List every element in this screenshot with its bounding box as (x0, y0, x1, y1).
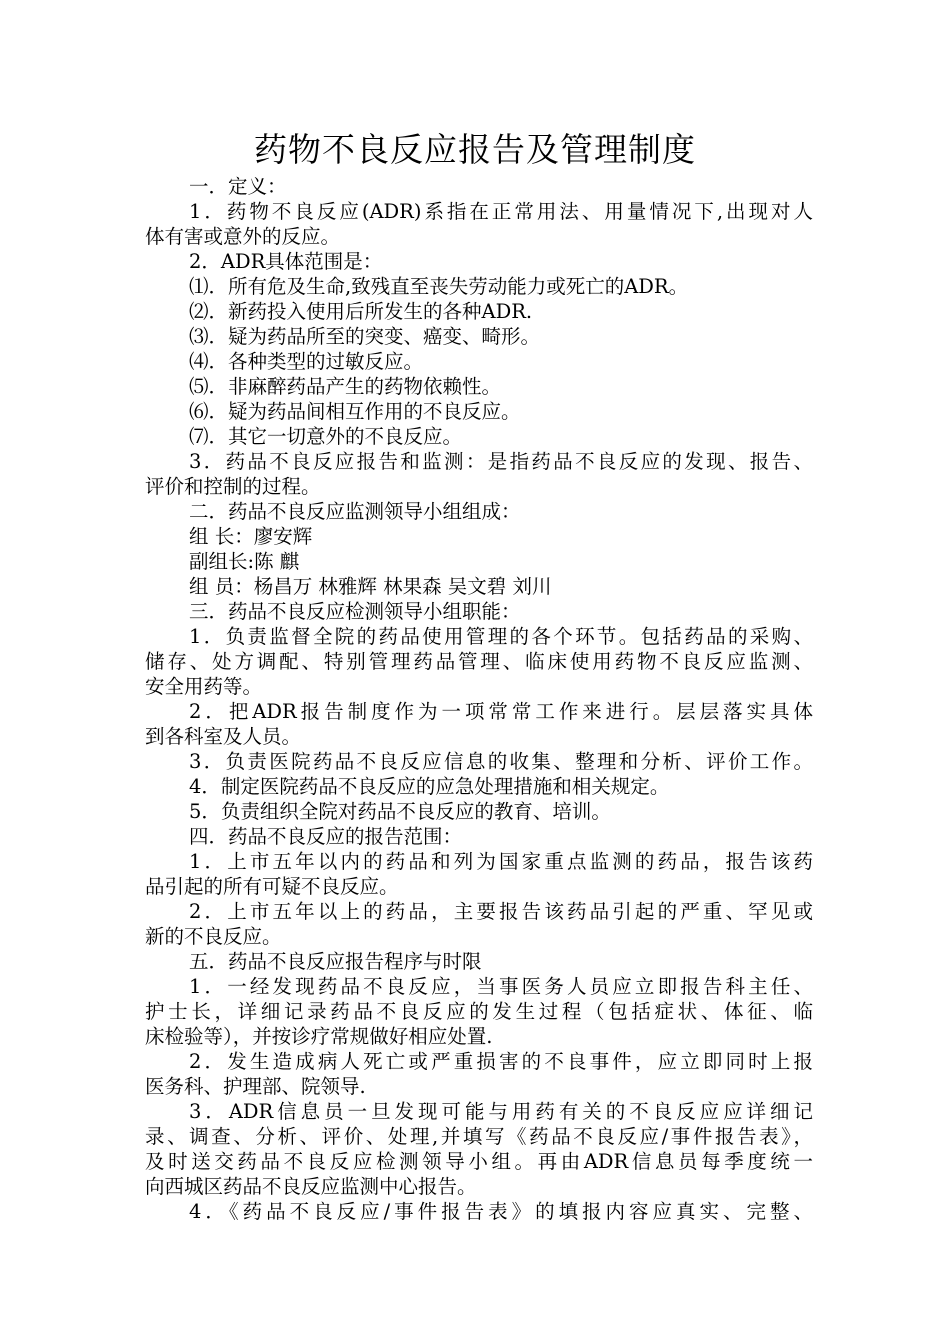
paragraph-line: 及时送交药品不良反应检测领导小组。再由ADR信息员每季度统一 (145, 1150, 813, 1173)
paragraph-line: 3．负责医院药品不良反应信息的收集、整理和分析、评价工作。 (189, 750, 813, 773)
paragraph-line: 2．发生造成病人死亡或严重损害的不良事件，应立即同时上报 (189, 1050, 813, 1073)
section-heading-duties: 三．药品不良反应检测领导小组职能： (189, 600, 521, 623)
paragraph-line: 评价和控制的过程。 (145, 475, 321, 498)
group-deputy-leader: 副组长:陈 麒 (189, 550, 300, 573)
paragraph-line: 1．药物不良反应(ADR)系指在正常用法、用量情况下,出现对人 (189, 200, 813, 223)
group-leader: 组 长：廖安辉 (189, 525, 313, 548)
paragraph-line: 向西城区药品不良反应监测中心报告。 (145, 1175, 477, 1198)
paragraph-line: 4．制定医院药品不良反应的应急处理措施和相关规定。 (189, 775, 670, 798)
paragraph-line: 品引起的所有可疑不良反应。 (145, 875, 399, 898)
paragraph-line: 3．ADR信息员一旦发现可能与用药有关的不良反应应详细记 (189, 1100, 813, 1123)
list-item: ⑵．新药投入使用后所发生的各种ADR. (189, 300, 533, 323)
section-heading-scope: 四．药品不良反应的报告范围： (189, 825, 463, 848)
list-item: ⑸．非麻醉药品产生的药物依赖性。 (189, 375, 502, 398)
section-heading-definition: 一．定义： (189, 175, 287, 198)
list-item: ⑷．各种类型的过敏反应。 (189, 350, 424, 373)
paragraph-line: 2．ADR具体范围是： (189, 250, 383, 273)
list-item: ⑴．所有危及生命,致残直至丧失劳动能力或死亡的ADR。 (189, 275, 689, 298)
paragraph-line: 安全用药等。 (145, 675, 263, 698)
paragraph-line: 到各科室及人员。 (145, 725, 302, 748)
paragraph-line: 床检验等），并按诊疗常规做好相应处置. (145, 1025, 493, 1048)
paragraph-line: 3．药品不良反应报告和监测：是指药品不良反应的发现、报告、 (189, 450, 813, 473)
section-heading-group: 二．药品不良反应监测领导小组组成： (189, 500, 521, 523)
paragraph-line: 5．负责组织全院对药品不良反应的教育、培训。 (189, 800, 611, 823)
paragraph-line: 储存、处方调配、特别管理药品管理、临床使用药物不良反应监测、 (145, 650, 813, 673)
section-heading-procedure: 五．药品不良反应报告程序与时限 (189, 950, 482, 973)
paragraph-line: 2．上市五年以上的药品，主要报告该药品引起的严重、罕见或 (189, 900, 813, 923)
paragraph-line: 医务科、护理部、院领导. (145, 1075, 366, 1098)
paragraph-line: 4．《药品不良反应/事件报告表》的填报内容应真实、完整、 (189, 1200, 813, 1223)
document-title: 药物不良反应报告及管理制度 (254, 130, 696, 169)
list-item: ⑹．疑为药品间相互作用的不良反应。 (189, 400, 521, 423)
group-members: 组 员：杨昌万 林雅辉 林果森 吴文碧 刘川 (189, 575, 552, 598)
paragraph-line: 1．负责监督全院的药品使用管理的各个环节。包括药品的采购、 (189, 625, 813, 648)
paragraph-line: 1．上市五年以内的药品和列为国家重点监测的药品，报告该药 (189, 850, 813, 873)
paragraph-line: 1．一经发现药品不良反应，当事医务人员应立即报告科主任、 (189, 975, 813, 998)
paragraph-line: 2．把ADR报告制度作为一项常常工作来进行。层层落实具体 (189, 700, 813, 723)
paragraph-line: 新的不良反应。 (145, 925, 282, 948)
paragraph-line: 录、调查、分析、评价、处理,并填写《药品不良反应/事件报告表》， (145, 1125, 813, 1148)
list-item: ⑶．疑为药品所至的突变、癌变、畸形。 (189, 325, 541, 348)
paragraph-line: 体有害或意外的反应。 (145, 225, 341, 248)
document-body (145, 174, 813, 1224)
paragraph-line: 护士长，详细记录药品不良反应的发生过程（包括症状、体征、临 (145, 1000, 813, 1023)
list-item: ⑺．其它一切意外的不良反应。 (189, 425, 463, 448)
